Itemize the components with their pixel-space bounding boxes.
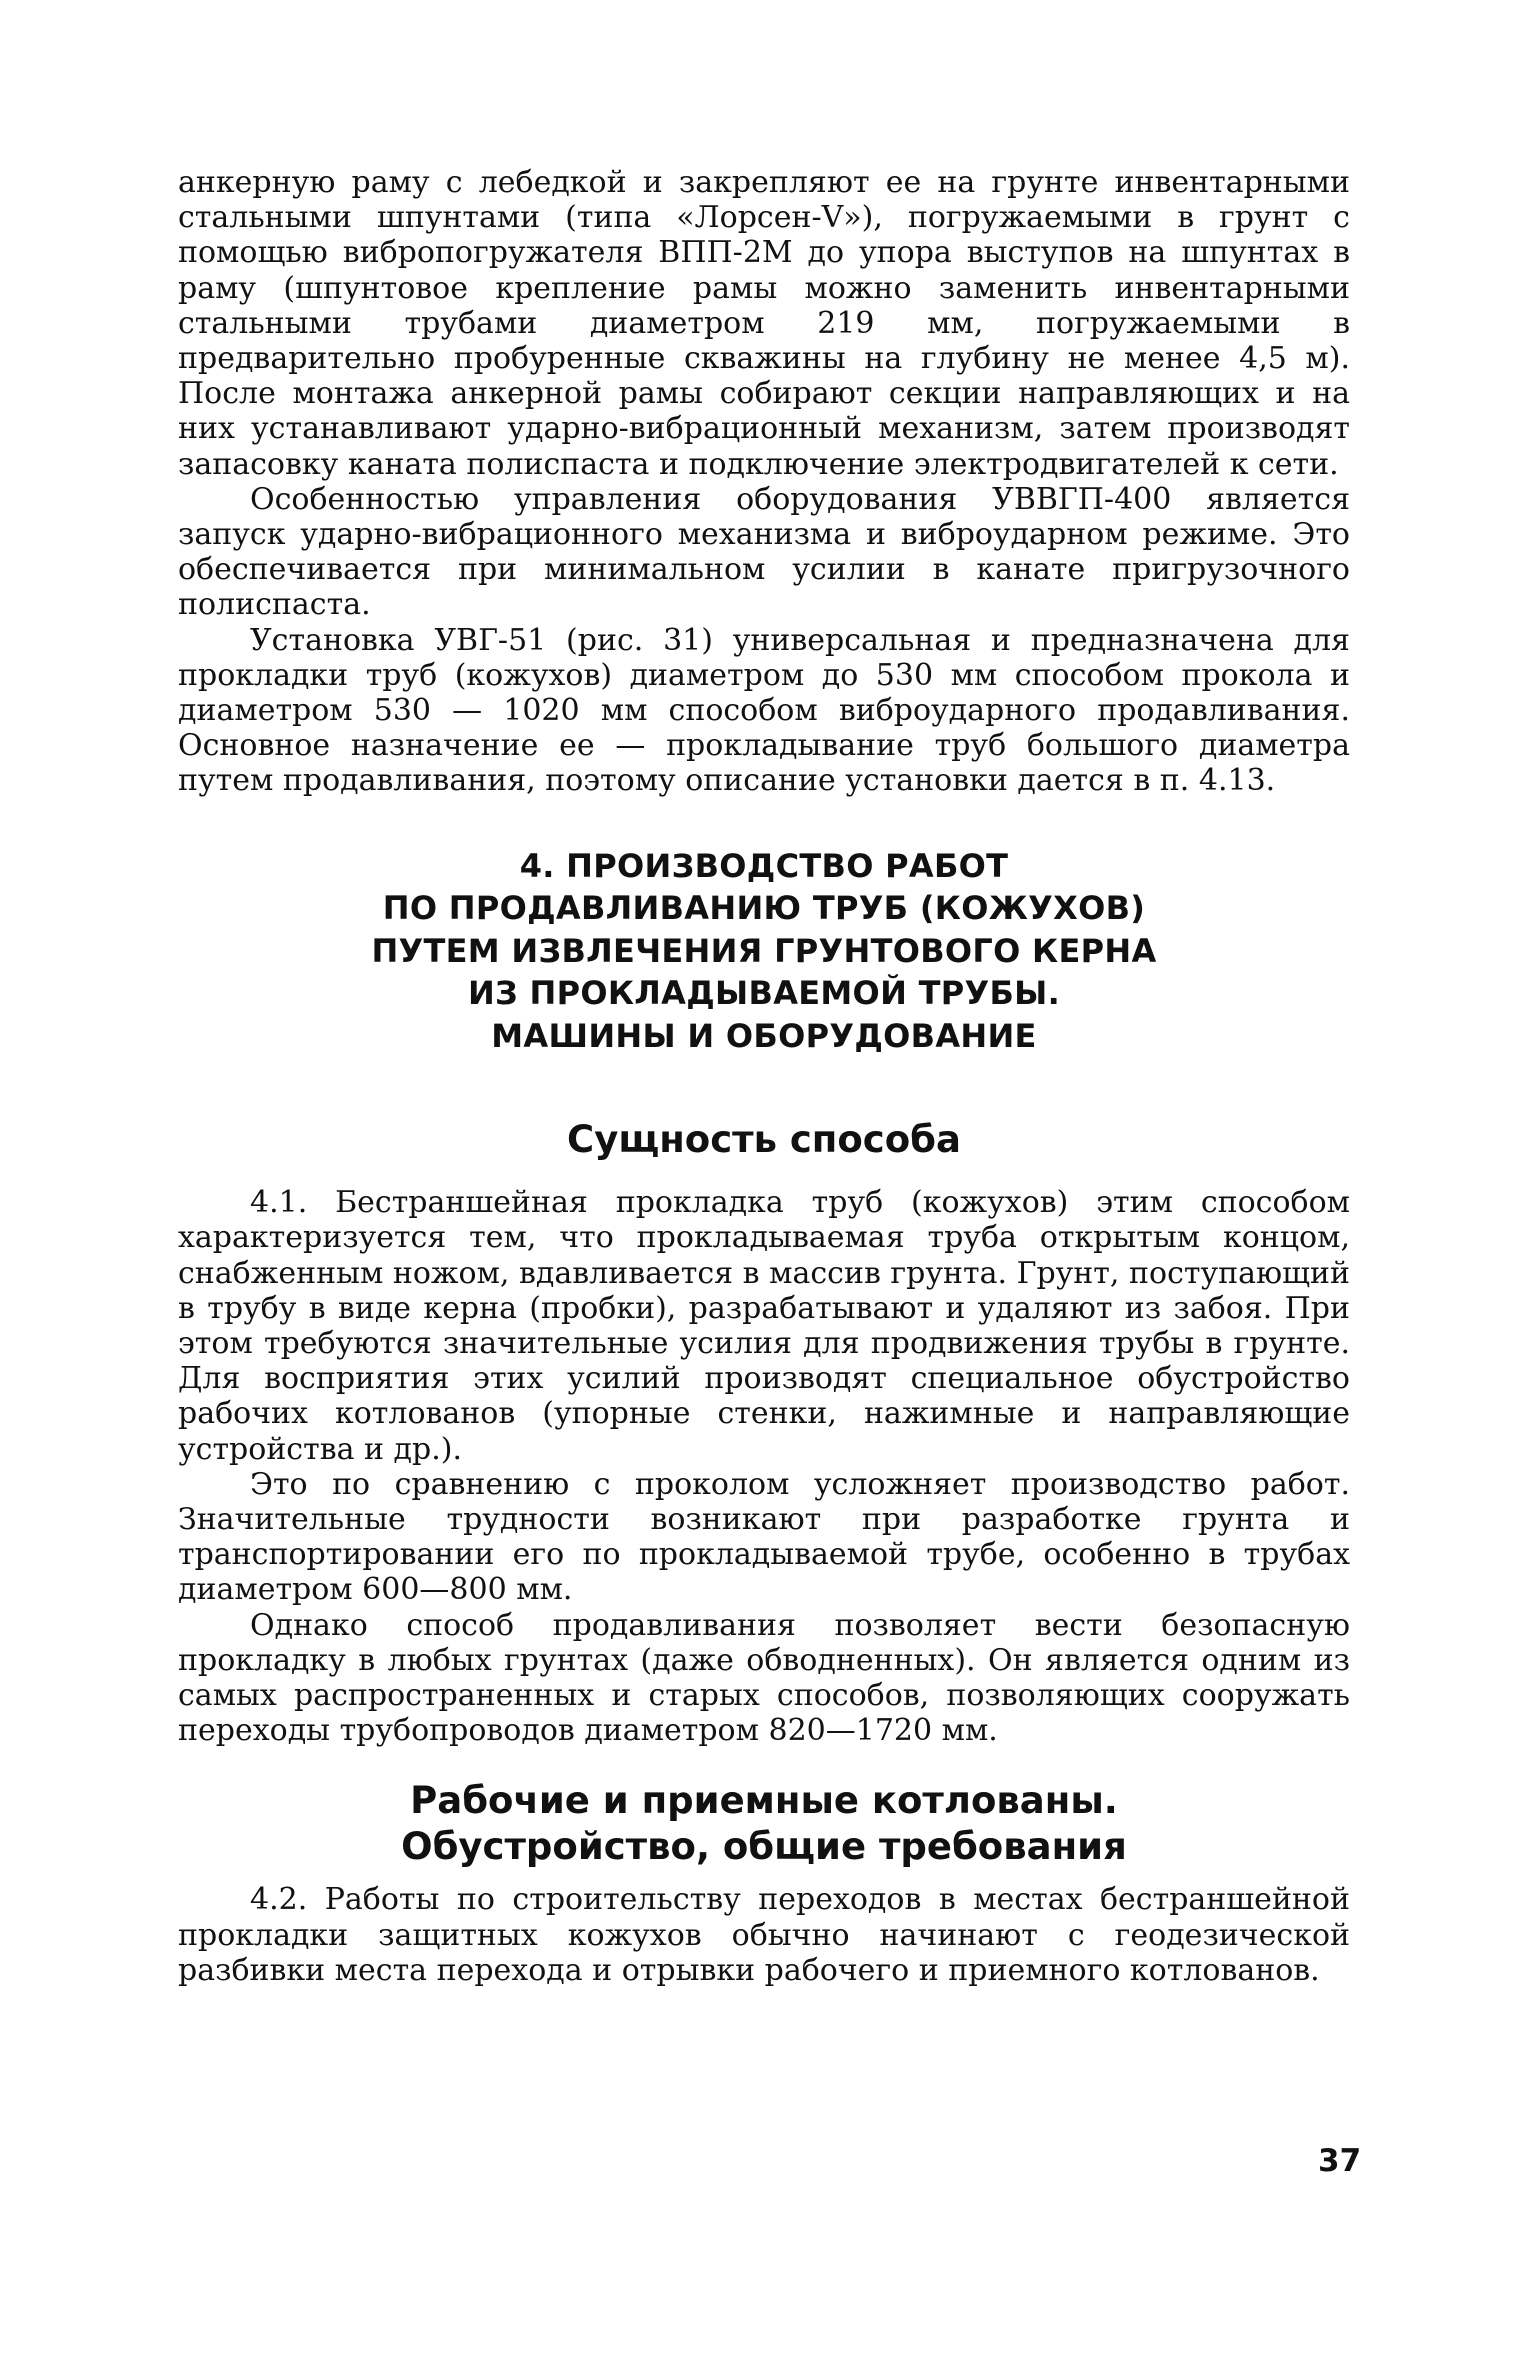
paragraph-4-2: 4.2. Работы по строительству переходов в местах бестраншейной прокладки защитных кожухов обычно начинают с геодезической разбивки места перехода и отрывки рабочего и приемного котлованов. — [178, 1882, 1350, 1988]
section-heading-line: Рабочие и приемные котлованы. — [410, 1779, 1118, 1823]
chapter-heading-line: 4. ПРОИЗВОДСТВО РАБОТ — [519, 846, 1009, 885]
chapter-heading-line: ПО ПРОДАВЛИВАНИЮ ТРУБ (КОЖУХОВ) — [382, 889, 1146, 928]
chapter-heading — [178, 845, 1350, 1058]
paragraph-4-1: 4.1. Бестраншейная прокладка труб (кожухов) этим способом характеризуется тем, что прокладываемая труба открытым концом, снабженным ножом, вдавливается в массив грунта. Грунт, поступающий в трубу в виде керна (пробки), разрабатывают и удаляют из забоя. При этом требуются значительные усилия для продвижения трубы в грунте. Для восприятия этих усилий производят специальное обустройство рабочих котлованов (упорные стенки, нажимные и направляющие устройства и др.). — [178, 1185, 1350, 1467]
paragraph-comparison: Это по сравнению с проколом усложняет производство работ. Значительные трудности возникают при разработке грунта и транспортировании его по прокладываемой трубе, особенно в трубах диаметром 600—800 мм. — [178, 1466, 1350, 1608]
section-heading-pits — [178, 1778, 1350, 1870]
chapter-heading-line: ПУТЕМ ИЗВЛЕЧЕНИЯ ГРУНТОВОГО КЕРНА — [371, 931, 1157, 970]
paragraph-advantages: Однако способ продавливания позволяет вести безопасную прокладку в любых грунтах (даже обводненных). Он является одним из самых распространенных и старых способов, позволяющих сооружать переходы трубопроводов диаметром 820—1720 мм. — [178, 1607, 1350, 1749]
page-number: 37 — [1318, 2143, 1362, 2179]
chapter-heading-line: ИЗ ПРОКЛАДЫВАЕМОЙ ТРУБЫ. — [467, 974, 1061, 1013]
chapter-heading-line: МАШИНЫ И ОБОРУДОВАНИЕ — [491, 1016, 1037, 1055]
section-heading-line: Обустройство, общие требования — [401, 1825, 1127, 1869]
paragraph-uvg51: Установка УВГ-51 (рис. 31) универсальная и предназначена для прокладки труб (кожухов) диаметром до 530 мм способом прокола и диаметром 530 — 1020 мм способом виброударного продавливания. Основное назначение ее — прокладывание труб большого диаметра путем продавливания, поэтому описание установки дается в п. 4.13. — [178, 622, 1350, 799]
page-body — [178, 165, 1350, 1988]
section-heading-line: Сущность способа — [567, 1118, 961, 1162]
paragraph-uvvgp-control: Особенностью управления оборудования УВВГП-400 является запуск ударно-вибрационного механизма и виброударном режиме. Это обеспечивается при минимальном усилии в канате пригрузочного полиспаста. — [178, 481, 1350, 623]
section-heading-essence — [178, 1117, 1350, 1163]
paragraph-continued: анкерную раму с лебедкой и закрепляют ее на грунте инвентарными стальными шпунтами (типа «Лорсен-V»), погружаемыми в грунт с помощью вибропогружателя ВПП-2М до упора выступов на шпунтах в раму (шпунтовое крепление рамы можно заменить инвентарными стальными трубами диаметром 219 мм, погружаемыми в предварительно пробуренные скважины на глубину не менее 4,5 м). После монтажа анкерной рамы собирают секции направляющих и на них устанавливают ударно-вибрационный механизм, затем производят запасовку каната полиспаста и подключение электродвигателей к сети. — [178, 165, 1350, 482]
